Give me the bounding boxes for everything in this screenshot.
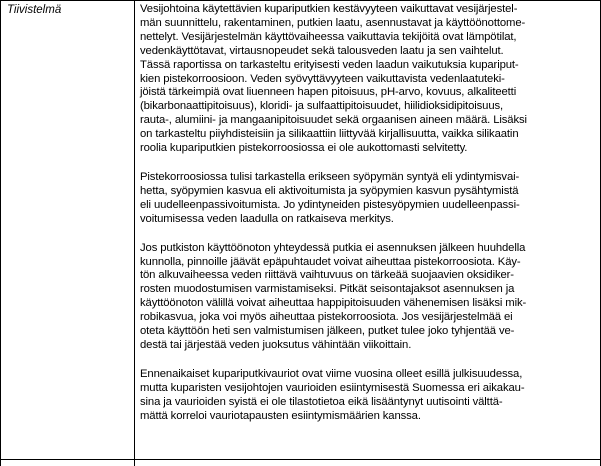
- abstract-content: [140, 3, 598, 438]
- table-column-divider: [134, 0, 135, 466]
- text-line: Vesijohtoina käytettävien kupariputkien kestävyyteen vaikuttavat vesijärjestel-: [140, 3, 518, 15]
- text-line: Ennenaikaiset kupariputkivauriot ovat viime vuosina olleet esillä julkisuudessa,: [140, 367, 523, 380]
- table-border-top: [0, 0, 601, 1]
- text-line: män suunnittelu, rakentaminen, putkien laatu, asennustavat ja käyttöönottome-: [140, 16, 526, 29]
- abstract-paragraph-3: [140, 242, 598, 353]
- abstract-paragraph-2: [140, 171, 598, 227]
- text-line: vedenkäyttötavat, virtausnopeudet sekä talousveden laatu ja sen vaihtelut.: [140, 44, 504, 57]
- text-line: jöistä tärkeimpiä ovat liuenneen hapen pitoisuus, pH-arvo, kovuus, alkaliteetti: [140, 86, 517, 99]
- text-line: sina ja vaurioiden syistä ei ole tilastotietoa eikä lisääntynyt uutisointi välttä-: [140, 395, 503, 408]
- text-line: (bikarbonaattipitoisuus), kloridi- ja sulfaattipitoisuudet, hiilidioksidipitoisuus,: [140, 100, 504, 113]
- text-line: kien pistekorroosioon. Veden syövyttävyyteen vaikuttavista vedenlaatuteki-: [140, 72, 505, 85]
- text-line: destä tai järjestää veden juoksutus vähintään viikoittain.: [140, 338, 412, 351]
- text-line: oteta käyttöön heti sen valmistumisen jälkeen, putket tulee joko tyhjentää ve-: [140, 325, 515, 338]
- text-line: Pistekorroosiossa tulisi tarkastella erikseen syöpymän syntyä eli ydintymisvai-: [140, 170, 520, 183]
- table-border-bottom: [0, 459, 601, 460]
- table-border-left: [0, 0, 1, 466]
- text-line: kunnolla, pinnoille jäävät epäpuhtaudet voivat aiheuttaa pistekorroosiota. Käy-: [140, 255, 521, 268]
- text-line: Jos putkiston käyttöönoton yhteydessä putkia ei asennuksen jälkeen huuhdella: [140, 241, 526, 254]
- text-line: rosten muodostumisen varmistamiseksi. Pitkät seisontajaksot asennuksen ja: [140, 283, 515, 296]
- text-line: mutta kuparisten vesijohtojen vaurioiden esiintymisestä Suomessa eri aikakau-: [140, 381, 525, 394]
- abstract-paragraph-1: [140, 3, 598, 156]
- text-line: käyttöönoton välillä voivat aiheuttaa happipitoisuuden vähenemisen lisäksi mik-: [140, 297, 527, 310]
- abstract-paragraph-4: [140, 368, 598, 424]
- section-label: Tiivistelmä: [7, 4, 62, 16]
- text-line: mättä korreloi vauriotapausten esiintymismäärien kanssa.: [140, 409, 421, 422]
- text-line: rauta-, alumiini- ja mangaanipitoisuudet sekä orgaanisen aineen määrä. Lisäksi: [140, 114, 527, 127]
- text-line: voitumisessa veden laadulla on ratkaiseva merkitys.: [140, 212, 394, 225]
- text-line: robikasvua, joka voi myös aiheuttaa pistekorroosiota. Jos vesijärjestelmää ei: [140, 311, 513, 324]
- text-line: tön alkuvaiheessa veden riittävä vaihtuvuus on tärkeää suojaavien oksidiker-: [140, 269, 514, 282]
- text-line: hetta, syöpymien kasvua eli aktivoitumista ja syöpymien kasvun pysähtymistä: [140, 184, 519, 197]
- text-line: Tässä raportissa on tarkasteltu erityisesti veden laadun vaikutuksia kupariput-: [140, 58, 519, 71]
- text-line: nettelyt. Vesijärjestelmän käyttövaiheessa vaikuttavia tekijöitä ovat lämpötilat,: [140, 30, 517, 43]
- text-line: eli uudelleenpassivoitumista. Jo ydintyneiden pistesyöpymien uudelleenpassi-: [140, 198, 520, 211]
- text-line: on tarkasteltu piiyhdisteisiin ja silikaattiin liittyvää kirjallisuutta, vaikka silikaatin: [140, 128, 519, 141]
- text-line: roolia kupariputkien pistekorroosiossa ei ole aukottomasti selvitetty.: [140, 142, 468, 155]
